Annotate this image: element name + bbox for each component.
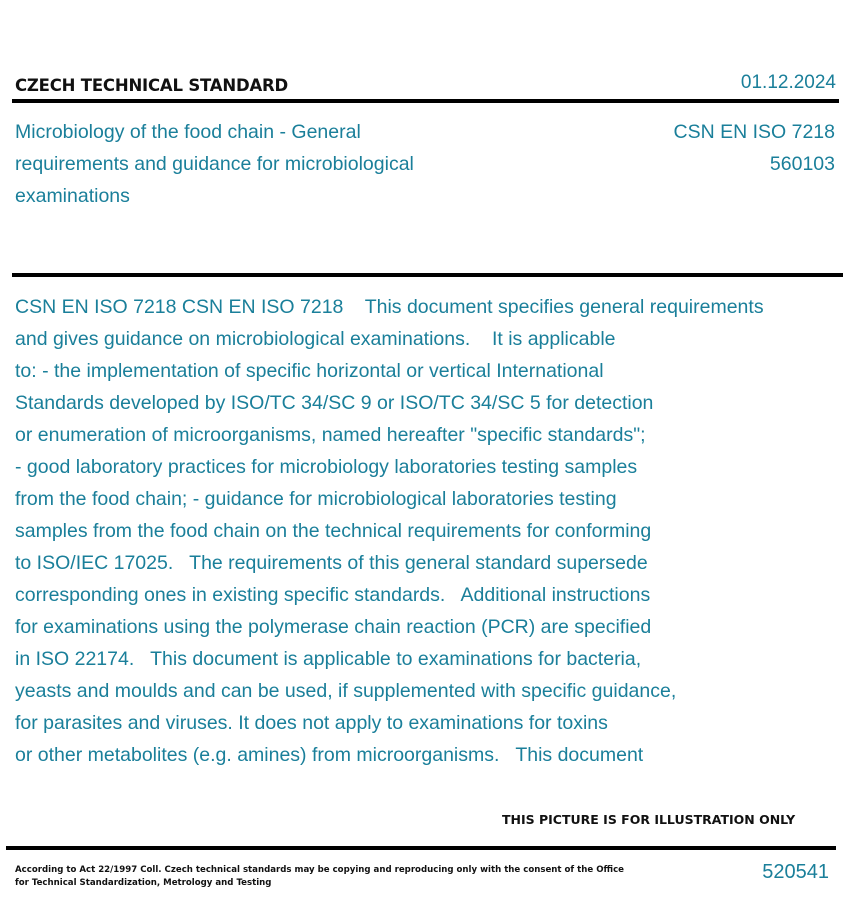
abstract-line: corresponding ones in existing specific standards. Additional instructions xyxy=(15,584,651,606)
classification-number: 560103 xyxy=(769,153,835,175)
abstract-line: for parasites and viruses. It does not apply to examinations for toxins xyxy=(15,712,608,734)
publication-date: 01.12.2024 xyxy=(740,72,836,93)
abstract-line: - good laboratory practices for microbiology laboratories testing samples xyxy=(15,456,638,478)
standard-identifiers xyxy=(674,116,835,180)
illustration-disclaimer: THIS PICTURE IS FOR ILLUSTRATION ONLY xyxy=(502,812,796,827)
legal-line: According to Act 22/1997 Coll. Czech technical standards may be copying and reproducing only with the consent of the Office xyxy=(15,865,625,875)
footer-divider xyxy=(6,846,836,850)
title-line: Microbiology of the food chain - General xyxy=(15,121,361,143)
abstract-line: to: - the implementation of specific horizontal or vertical International xyxy=(15,360,604,382)
abstract-line: Standards developed by ISO/TC 34/SC 9 or ISO/TC 34/SC 5 for detection xyxy=(15,392,654,414)
title-line: requirements and guidance for microbiological xyxy=(15,153,414,175)
header-divider xyxy=(12,99,839,103)
section-divider xyxy=(12,273,843,277)
abstract-line: to ISO/IEC 17025. The requirements of this general standard supersede xyxy=(15,552,648,574)
standard-title xyxy=(15,116,485,212)
abstract-line: yeasts and moulds and can be used, if supplemented with specific guidance, xyxy=(15,680,677,702)
abstract-line: and gives guidance on microbiological examinations. It is applicable xyxy=(15,328,616,350)
abstract-line: CSN EN ISO 7218 CSN EN ISO 7218 This document specifies general requirements xyxy=(15,296,764,318)
legal-line: for Technical Standardization, Metrology and Testing xyxy=(15,878,272,888)
document-number: 520541 xyxy=(762,861,829,883)
abstract-line: samples from the food chain on the technical requirements for conforming xyxy=(15,520,652,542)
abstract-line: or enumeration of microorganisms, named hereafter "specific standards"; xyxy=(15,424,646,446)
standard-code: CSN EN ISO 7218 xyxy=(673,121,835,143)
legal-notice xyxy=(15,864,625,890)
title-line: examinations xyxy=(15,185,130,207)
abstract-line: in ISO 22174. This document is applicable to examinations for bacteria, xyxy=(15,648,642,670)
abstract-line: for examinations using the polymerase chain reaction (PCR) are specified xyxy=(15,616,652,638)
abstract-text xyxy=(15,291,845,771)
document-type-label: CZECH TECHNICAL STANDARD xyxy=(15,76,289,95)
abstract-line: from the food chain; - guidance for microbiological laboratories testing xyxy=(15,488,617,510)
abstract-line: or other metabolites (e.g. amines) from microorganisms. This document xyxy=(15,744,644,766)
